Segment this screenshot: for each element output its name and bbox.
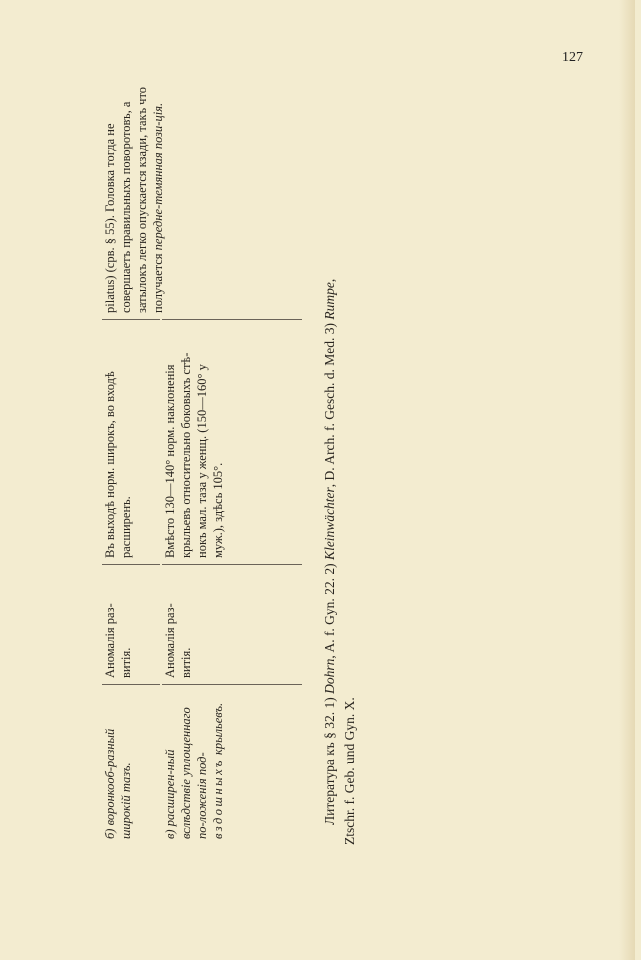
- pelvis-type-text: в) расширен-ный вслѣдствіе уплощеннаго по-ложенія под-: [163, 707, 209, 839]
- measurement-cell: Въ выходѣ норм. широкъ, во входѣ расширенъ.: [102, 325, 160, 565]
- rotated-content: [100, 70, 370, 845]
- references-text: , A. f. Gyn. 22. 2): [322, 559, 337, 659]
- mechanism-italic-text: передне-темянная пози-ція.: [151, 102, 165, 251]
- table-row: [162, 70, 302, 845]
- pelvis-type-cell: [162, 693, 226, 845]
- author-dohrn: Dohrn: [322, 658, 337, 694]
- mechanism-cell: [102, 70, 165, 320]
- page-edge-stain: [619, 0, 635, 960]
- author-kleinwaechter: Kleinwächter: [322, 487, 337, 560]
- mechanism-text: pilatus) (срв. § 55). Головка тогда не совершаетъ правильныхъ поворотовъ, а затылокъ легко опускается кзади, такъ что получается: [103, 86, 165, 313]
- pelvis-type-cell: б) воронкооб-разный широкій тазъ.: [103, 728, 133, 839]
- references-prefix: Литература къ § 32. 1): [322, 693, 337, 825]
- references-text: ,: [322, 278, 337, 283]
- page-number: 127: [562, 50, 583, 65]
- references-line-1: [320, 105, 340, 825]
- anomaly-cell: Аномалія раз-витія.: [102, 567, 160, 685]
- author-rumpe: Rumpe: [322, 282, 337, 320]
- mechanism-cell: [162, 70, 302, 320]
- pelvis-type-end-text: крыльевъ.: [211, 702, 225, 755]
- anomaly-cell: Аномалія раз-витія.: [162, 567, 302, 685]
- comparison-table: [100, 70, 300, 845]
- table-row: [102, 70, 165, 845]
- measurement-cell: Вмѣсто 130—140° норм. наклоненія крыльевъ относительно боковыхъ стѣ-нокъ мал. таза у женщ. (150—160° у муж.), здѣсь 105°.: [162, 325, 302, 565]
- references: [320, 105, 360, 845]
- references-line-2: Ztschr. f. Geb. und Gyn. X.: [342, 697, 357, 845]
- pelvis-type-spaced-text: вздошныхъ: [211, 758, 225, 839]
- references-text: , D. Arch. f. Gesch. d. Med. 3): [322, 319, 337, 488]
